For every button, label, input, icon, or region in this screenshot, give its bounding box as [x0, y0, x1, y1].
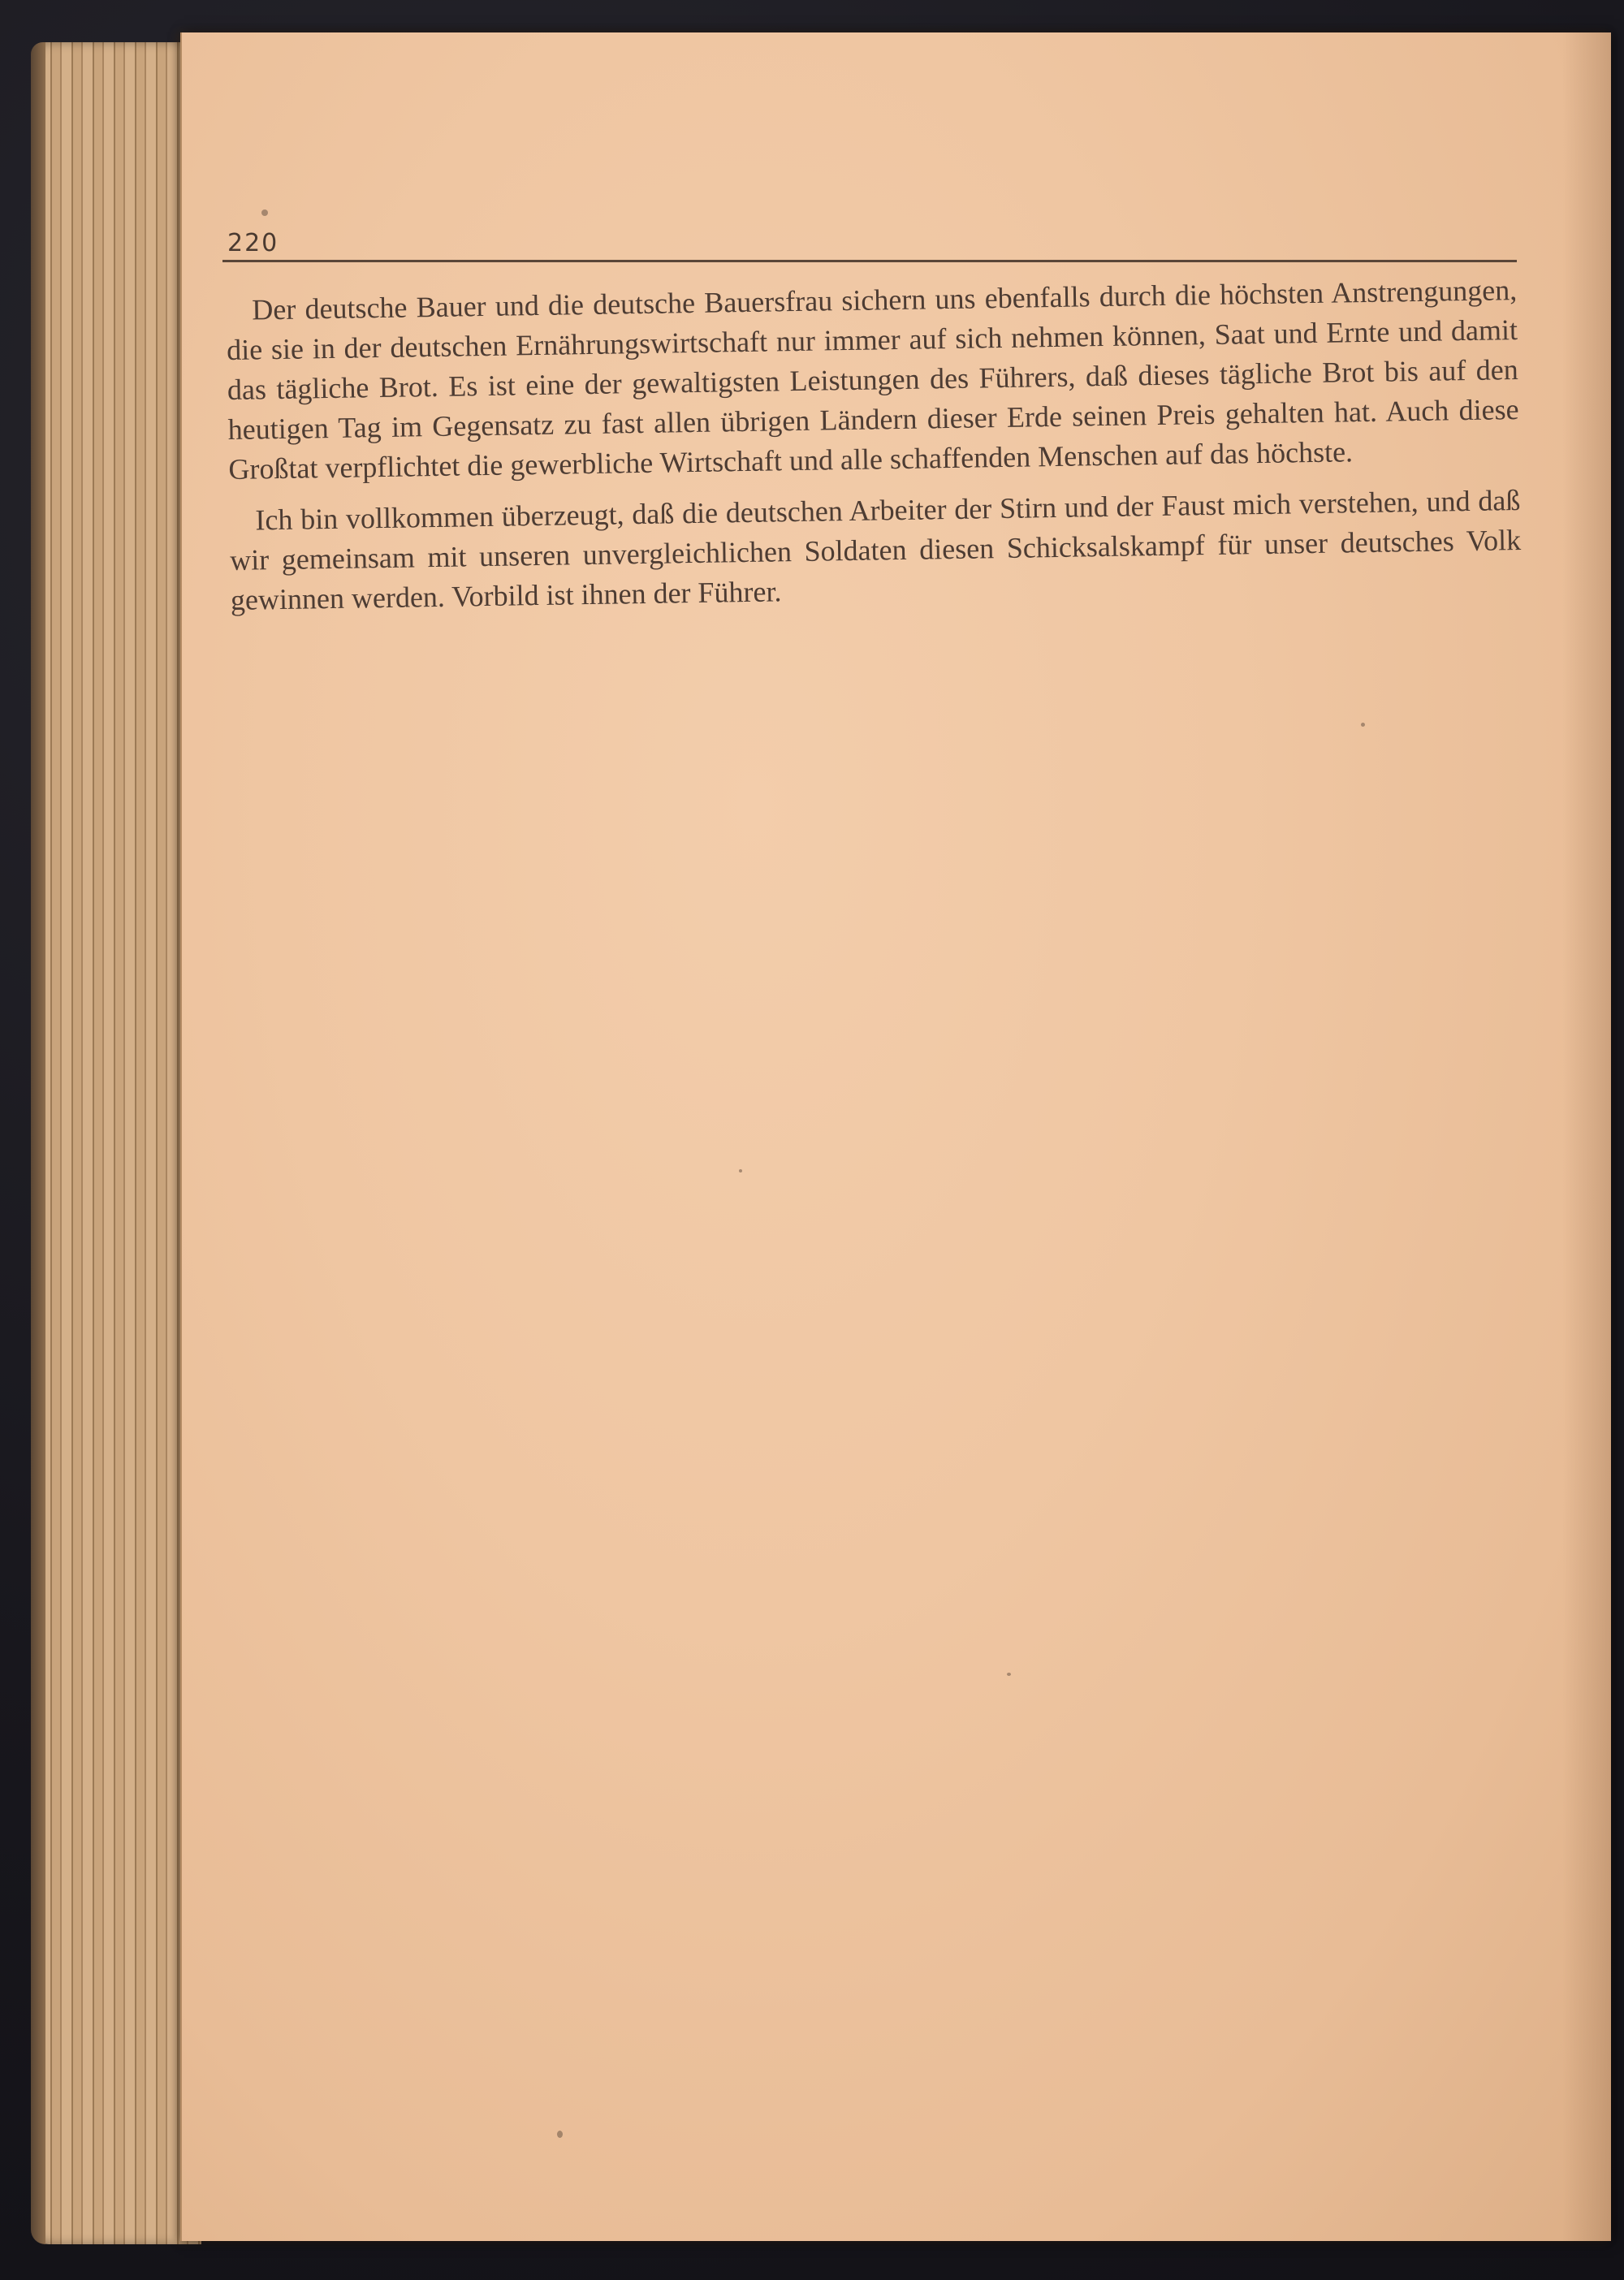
body-text	[226, 270, 1522, 632]
book-page-edges	[31, 42, 201, 2244]
paragraph-2: Ich bin vollkommen überzeugt, daß die deutschen Arbeiter der Stirn und der Faust mich verstehen, und daß wir gemeinsam mit unseren unvergleichlichen Soldaten diesen Schicksalskampf für unser deutsches Volk gewinnen werden. Vorbild ist ihnen der Führer.	[229, 483, 1522, 616]
paper-speck	[1007, 1673, 1011, 1676]
paper-speck	[1361, 723, 1365, 727]
book-spine-edge	[31, 42, 45, 2244]
page-number: 220	[227, 229, 279, 257]
paper-speck	[261, 209, 268, 216]
paper-speck	[739, 1169, 742, 1172]
paragraph-1: Der deutsche Bauer und die deutsche Bauersfrau sichern uns ebenfalls durch die höchsten Anstrengungen, die sie in der deutschen Ernährungswirtschaft nur immer auf sich nehmen können, Saat und Ernte und damit das tägliche Brot. Es ist eine der gewaltigsten Leistungen des Führers, daß dieses tägliche Brot bis auf den heutigen Tag im Gegensatz zu fast allen übrigen Ländern dieser Erde seinen Preis gehalten hat. Auch diese Großtat verpflichtet die gewerbliche Wirtschaft und alle schaffenden Menschen auf das höchste.	[226, 274, 1519, 486]
paper-speck	[557, 2131, 563, 2138]
page-shading	[1562, 32, 1611, 2241]
header-rule	[222, 260, 1517, 262]
